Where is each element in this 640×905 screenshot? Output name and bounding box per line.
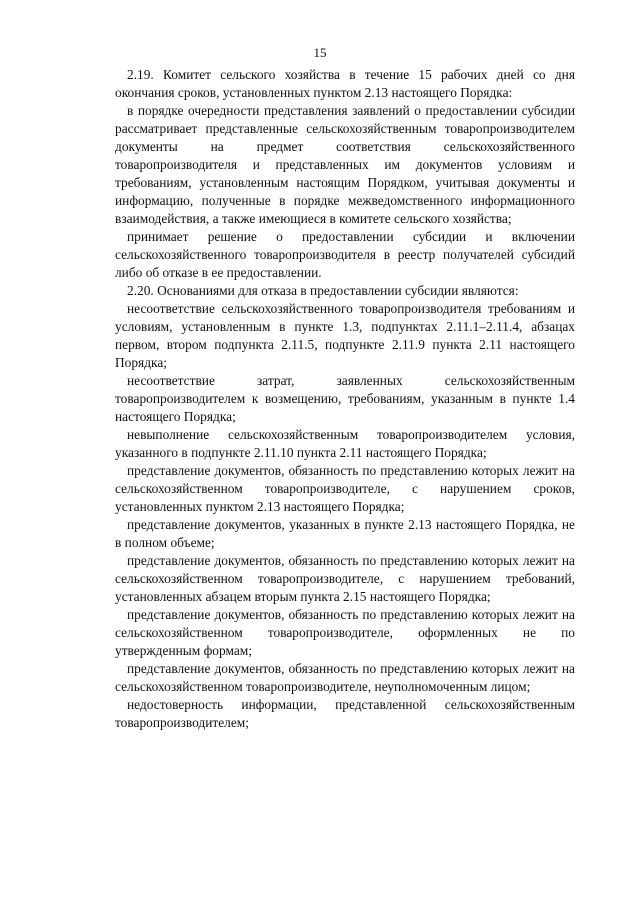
- refusal-ground-forms: представление документов, обязанность по представлению которых лежит на сельскохозяйственном товаропроизводителе, оформленных не по утвержденным формам;: [115, 607, 575, 658]
- refusal-ground-costs: несоответствие затрат, заявленных сельскохозяйственным товаропроизводителем к возмещению, требованиям, указанным в пункте 1.4 настоящего Порядка;: [115, 373, 575, 424]
- page-number: 15: [313, 45, 327, 60]
- refusal-ground-false-info: недостоверность информации, представленной сельскохозяйственным товаропроизводителем;: [115, 697, 575, 730]
- paragraph-2-20: 2.20. Основаниями для отказа в предоставлении субсидии являются:: [127, 283, 519, 298]
- paragraph-2-19: 2.19. Комитет сельского хозяйства в течение 15 рабочих дней со дня окончания сроков, установленных пунктом 2.13 настоящего Порядка:: [115, 67, 575, 100]
- refusal-ground-unauthorized: представление документов, обязанность по представлению которых лежит на сельскохозяйственном товаропроизводителе, неуполномоченным лицом;: [115, 661, 575, 694]
- refusal-ground-nonconformity: несоответствие сельскохозяйственного товаропроизводителя требованиям и условиям, установленным в пункте 1.3, подпунктах 2.11.1–2.11.4, абзацах первом, втором подпункта 2.11.5, подпункте 2.11.9 пункта 2.11 настоящего Порядка;: [115, 301, 575, 370]
- refusal-ground-requirements: представление документов, обязанность по представлению которых лежит на сельскохозяйственном товаропроизводителе, с нарушением требований, установленных абзацем вторым пункта 2.15 настоящего Порядка;: [115, 553, 575, 604]
- document-body: [115, 66, 575, 732]
- refusal-ground-incomplete: представление документов, указанных в пункте 2.13 настоящего Порядка, не в полном объеме;: [115, 517, 575, 550]
- refusal-ground-deadline: представление документов, обязанность по представлению которых лежит на сельскохозяйственном товаропроизводителе, с нарушением сроков, установленных пунктом 2.13 настоящего Порядка;: [115, 463, 575, 514]
- paragraph-decision: принимает решение о предоставлении субсидии и включении сельскохозяйственного товаропроизводителя в реестр получателей субсидий либо об отказе в ее предоставлении.: [115, 229, 575, 280]
- refusal-ground-condition: невыполнение сельскохозяйственным товаропроизводителем условия, указанного в подпункте 2.11.10 пункта 2.11 настоящего Порядка;: [115, 427, 575, 460]
- paragraph-review-documents: в порядке очередности представления заявлений о предоставлении субсидии рассматривает представленные сельскохозяйственным товаропроизводителем документы на предмет соответствия сельскохозяйственного товаропроизводителя и представленных им документов условиям и требованиям, установленным настоящим Порядком, учитывая документы и информацию, полученные в порядке межведомственного информационного взаимодействия, а также имеющиеся в комитете сельского хозяйства;: [115, 103, 575, 226]
